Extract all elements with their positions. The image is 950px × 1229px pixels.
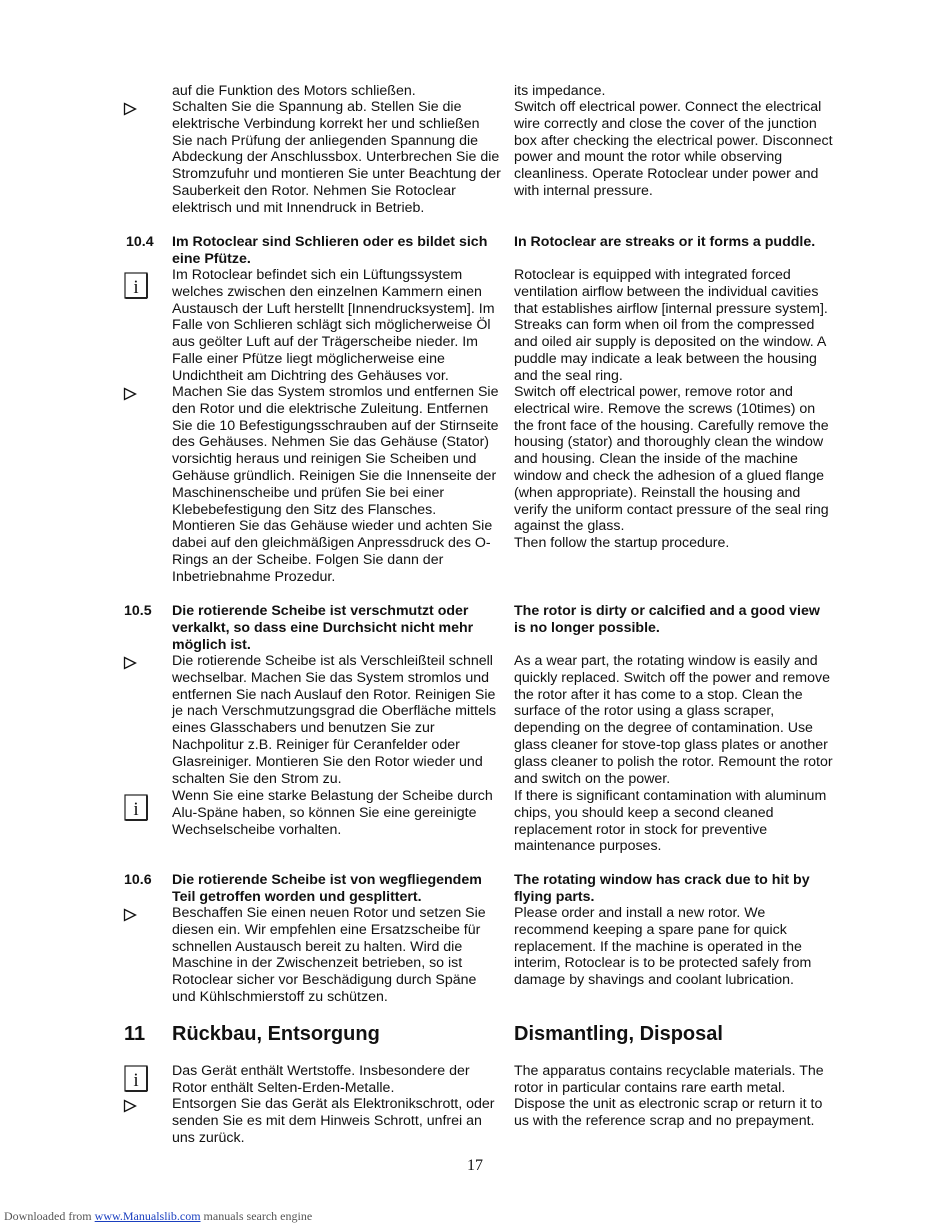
info-icon [124, 1065, 148, 1092]
page-number: 17 [467, 1157, 483, 1174]
intro-de-line: auf die Funktion des Motors schließen. [172, 83, 416, 99]
section-title-de-10-4: Im Rotoclear sind Schlieren oder es bildet sich eine Pfütze. [172, 234, 488, 267]
intro-de-step: Schalten Sie die Spannung ab. Stellen Sie die elektrische Verbindung korrekt her und schließen Sie nach Prüfung der anliegenden Spannung die Abdeckung der Anschlussbox. Unterbrechen Sie die Stromzufuhr und montieren Sie unter Beachtung der Sauberkeit den Rotor. Nehmen Sie Rotoclear elektrisch und mit Innendruck in Betrieb. [172, 99, 501, 216]
section-step-en-10-6: Please order and install a new rotor. We recommend keeping a spare pane for quick replacement. If the machine is operated in the interim, Rotoclear is to be protected safely from damage by shavings and coolant lubrication. [514, 905, 812, 989]
section-info-de-11: Das Gerät enthält Wertstoffe. Insbesondere der Rotor enthält Selten-Erden-Metalle. [172, 1063, 470, 1096]
section-step-de-10-6: Beschaffen Sie einen neuen Rotor und setzen Sie diesen ein. Wir empfehlen eine Ersatzscheibe für schnellen Austausch bereit zu halten. Wird die Maschine in der Zwischenzeit betrieben, so ist Rotoclear sicher vor Beschädigung durch Späne und Kühlschmierstoff zu schützen. [172, 905, 486, 1005]
step-arrow-icon [123, 656, 137, 670]
svg-text:i: i [133, 799, 139, 820]
section-title-en-10-6: The rotating window has crack due to hit by flying parts. [514, 872, 810, 905]
section-number-10-5: 10.5 [124, 603, 152, 619]
footer-suffix: manuals search engine [200, 1209, 313, 1223]
manualslib-link[interactable]: www.Manualslib.com [94, 1209, 201, 1223]
section-number-11: 11 [124, 1023, 146, 1045]
section-step-en-10-4: Switch off electrical power, remove rotor and electrical wire. Remove the screws (10times) on the front face of the housing. Carefully remove the housing (stator) and thoroughly clean the window and housing. Clean the inside of the machine window and check the adhesion of a glued flange (when appropriate). Reinstall the housing and verify the uniform contact pressure of the seal ring against the glass. [514, 384, 829, 535]
section-title-de-10-6: Die rotierende Scheibe ist von wegfliegendem Teil getroffen worden und gesplittert. [172, 872, 482, 905]
intro-en-line: its impedance. [514, 83, 606, 99]
download-footer [4, 1208, 312, 1225]
section-info-en-11: The apparatus contains recyclable materials. The rotor in particular contains rare earth metal. [514, 1063, 824, 1096]
section-title-en-10-4: In Rotoclear are streaks or it forms a puddle. [514, 234, 816, 250]
section-step-de-10-5: Die rotierende Scheibe ist als Verschleißteil schnell wechselbar. Machen Sie das System stromlos und entfernen Sie nach Auslauf den Rotor. Reinigen Sie je nach Verschmutzungsgrad die Oberfläche mittels eines Glasschabers und benutzen Sie zur Nachpolitur z.B. Reiniger für Ceranfelder oder Glasreiniger. Montieren Sie den Rotor wieder und schalten Sie den Strom zu. [172, 653, 497, 787]
section-number-10-6: 10.6 [124, 872, 152, 888]
section-number-10-4: 10.4 [126, 234, 154, 250]
svg-text:i: i [133, 1070, 139, 1091]
section-title-de-10-5: Die rotierende Scheibe ist verschmutzt oder verkalkt, so dass eine Durchsicht nicht mehr möglich ist. [172, 603, 474, 653]
section-info-en-10-4: Rotoclear is equipped with integrated forced ventilation airflow between the individual cavities that establishes airflow [internal pressure system]. Streaks can form when oil from the compressed and oiled air supply is deposited on the window. A puddle may indicate a leak between the housing and the seal ring. [514, 267, 828, 384]
section-step-en-10-5: As a wear part, the rotating window is easily and quickly replaced. Switch off the power and remove the rotor after it has come to a stop. Clean the surface of the rotor using a glass scraper, depending on the degree of contamination. Use glass cleaner for stove-top glass plates or another glass cleaner to polish the rotor. Remount the rotor and switch on the power. [514, 653, 833, 787]
section-step-de-10-4: Machen Sie das System stromlos und entfernen Sie den Rotor und die elektrische Zuleitung. Entfernen Sie die 10 Befestigungsschrauben auf der Stirnseite des Gehäuses. Nehmen Sie das Gehäuse (Stator) vorsichtig heraus und reinigen Sie Scheiben und Gehäuse gründlich. Reinigen Sie die Innenseite der Maschinenscheibe und prüfen Sie bei einer Klebebefestigung den Sitz des Flansches. Montieren Sie das Gehäuse wieder und achten Sie dabei auf den gleichmäßigen Anpressdruck des O-Rings an der Scheibe. Folgen Sie dann der Inbetriebnahme Prozedur. [172, 384, 499, 585]
svg-text:i: i [133, 277, 139, 298]
step-arrow-icon [123, 1099, 137, 1113]
step-arrow-icon [123, 102, 137, 116]
step-arrow-icon [123, 908, 137, 922]
section-title-en-11: Dismantling, Disposal [514, 1023, 723, 1045]
section-title-en-10-5: The rotor is dirty or calcified and a good view is no longer possible. [514, 603, 820, 636]
step-arrow-icon [123, 387, 137, 401]
section-step-de-11: Entsorgen Sie das Gerät als Elektronikschrott, oder senden Sie es mit dem Hinweis Schrott, unfrei an uns zurück. [172, 1096, 495, 1146]
section-title-de-11: Rückbau, Entsorgung [172, 1023, 380, 1045]
section-step2-en-10-4: Then follow the startup procedure. [514, 535, 730, 551]
section-info-de-10-4: Im Rotoclear befindet sich ein Lüftungssystem welches zwischen den einzelnen Kammern einen Austausch der Luft herstellt [Innendrucksystem]. Im Falle von Schlieren schlägt sich möglicherweise Öl aus geölter Luft auf der Trägerscheibe nieder. Im Falle einer Pfütze liegt möglicherweise eine Undichtheit am Dichtring des Gehäuses vor. [172, 267, 495, 384]
footer-prefix: Downloaded from [4, 1209, 95, 1223]
intro-en-step: Switch off electrical power. Connect the electrical wire correctly and close the cover of the junction box after checking the electrical power. Disconnect power and mount the rotor while observing cleanliness. Operate Rotoclear under power and with internal pressure. [514, 99, 833, 199]
info-icon [124, 794, 148, 821]
section-info-de-10-5: Wenn Sie eine starke Belastung der Scheibe durch Alu-Späne haben, so können Sie eine gereinigte Wechselscheibe vorhalten. [172, 788, 493, 838]
section-step-en-11: Dispose the unit as electronic scrap or return it to us with the reference scrap and no prepayment. [514, 1096, 823, 1129]
info-icon [124, 272, 148, 299]
section-info-en-10-5: If there is significant contamination with aluminum chips, you should keep a second cleaned replacement rotor in stock for preventive maintenance purposes. [514, 788, 827, 855]
